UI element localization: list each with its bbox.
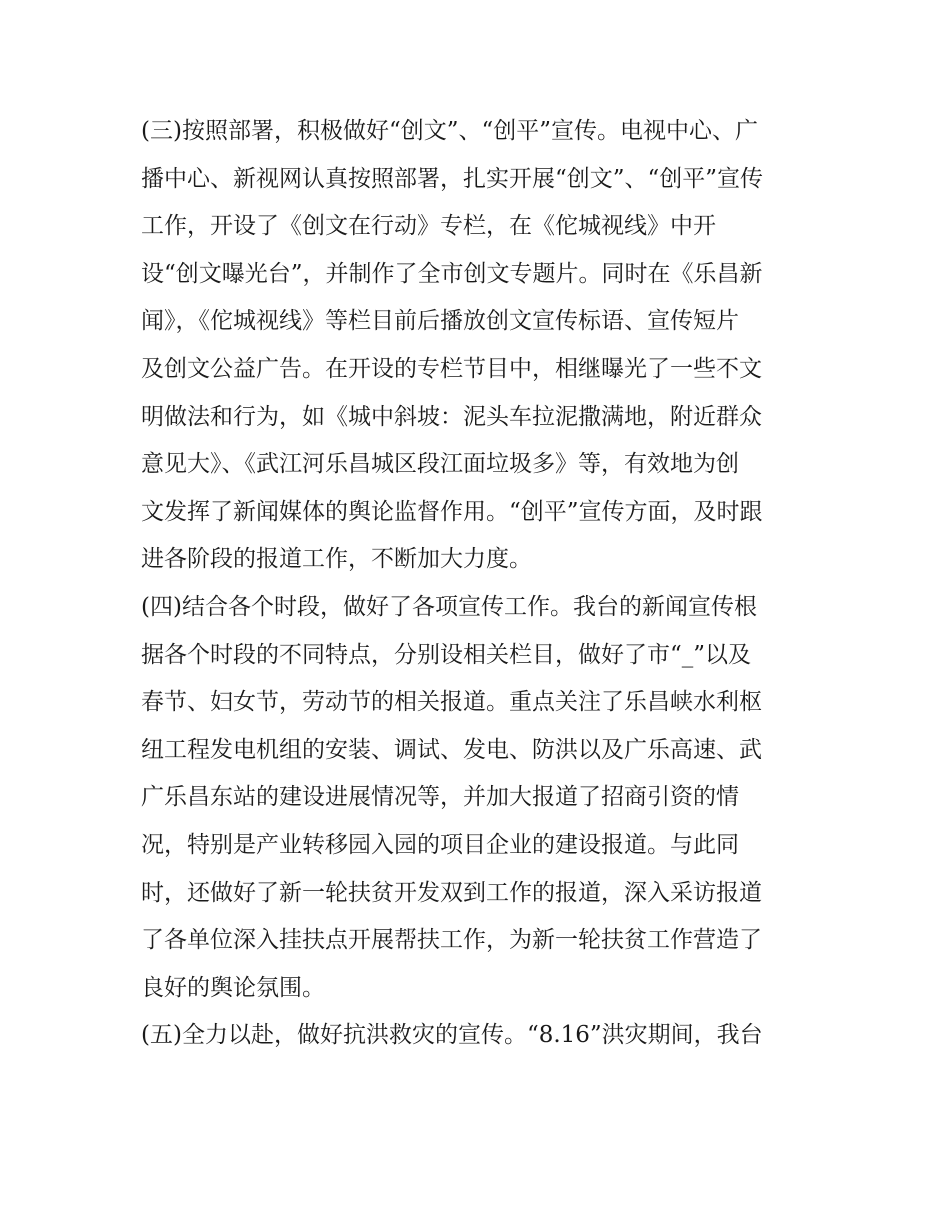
text-line: 时，还做好了新一轮扶贫开发双到工作的报道，深入采访报道: [141, 879, 762, 906]
text-line: 春节、妇女节，劳动节的相关报道。重点关注了乐昌峡水利枢: [141, 689, 762, 716]
text-line: 况，特别是产业转移园入园的项目企业的建设报道。与此同: [141, 831, 739, 858]
text-line: 进各阶段的报道工作，不断加大力度。: [141, 546, 532, 573]
text-line: 了各单位深入挂扶点开展帮扶工作，为新一轮扶贫工作营造了: [141, 927, 762, 954]
text-line: 文发挥了新闻媒体的舆论监督作用。“创平”宣传方面，及时跟: [141, 498, 763, 525]
text-line: (三)按照部署，积极做好“创文”、“创平”宣传。电视中心、广: [141, 118, 758, 144]
text-line: 意见大》、《武江河乐昌城区段江面垃圾多》等，有效地为创: [141, 451, 739, 478]
text-line: 设“创文曝光台”，并制作了全市创文专题片。同时在《乐昌新: [141, 260, 763, 287]
text-line: 工作，开设了《创文在行动》专栏，在《佗城视线》中开: [141, 213, 716, 240]
text-line: 良好的舆论氛围。: [141, 974, 325, 1001]
text-line: 广乐昌东站的建设进展情况等，并加大报道了招商引资的情: [141, 784, 739, 811]
text-line: 播中心、新视网认真按照部署，扎实开展“创文”、“创平”宣传: [141, 165, 764, 192]
text-line: (五)全力以赴，做好抗洪救灾的宣传。“8.16”洪灾期间，我台: [141, 1022, 763, 1049]
document-body: [141, 108, 821, 1060]
text-line: (四)结合各个时段，做好了各项宣传工作。我台的新闻宣传根: [141, 593, 757, 620]
text-line: 据各个时段的不同特点，分别设相关栏目，做好了市“_”以及: [141, 641, 752, 668]
text-line: 闻》，《佗城视线》等栏目前后播放创文宣传标语、宣传短片: [141, 308, 739, 335]
text-line: 及创文公益广告。在开设的专栏节目中，相继曝光了一些不文: [141, 355, 762, 382]
text-line: 纽工程发电机组的安装、调试、发电、防洪以及广乐高速、武: [141, 736, 762, 763]
text-line: 明做法和行为，如《城中斜坡：泥头车拉泥撒满地，附近群众: [141, 403, 762, 430]
